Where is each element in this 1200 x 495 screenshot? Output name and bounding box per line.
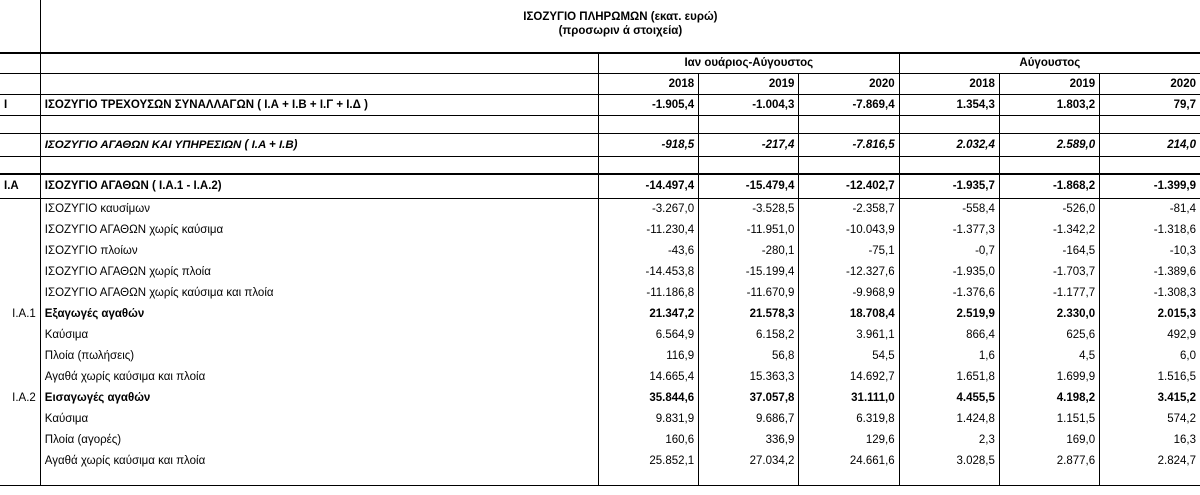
table-cell: -12.327,6 — [799, 261, 899, 282]
row-label: ΙΣΟΖΥΓΙΟ ΑΓΑΘΩΝ χωρίς καύσιμα — [40, 219, 598, 240]
table-cell: 4.455,5 — [899, 387, 999, 408]
table-cell: 2.877,6 — [999, 450, 1099, 471]
table-cell: 2.519,9 — [899, 303, 999, 324]
table-cell: 4.198,2 — [999, 387, 1099, 408]
table-cell: -918,5 — [598, 133, 698, 156]
row-code — [0, 345, 40, 366]
table-cell: 24.661,6 — [799, 450, 899, 471]
table-row — [0, 219, 1200, 240]
table-cell: -1.377,3 — [899, 219, 999, 240]
table-cell: -1.935,0 — [899, 261, 999, 282]
table-cell: -12.402,7 — [799, 174, 899, 198]
table-cell: 2.032,4 — [899, 133, 999, 156]
table-cell: 625,6 — [999, 324, 1099, 345]
row-label: Εισαγωγές αγαθών — [40, 387, 598, 408]
year-header-row — [0, 73, 1200, 94]
row-code — [0, 324, 40, 345]
table-cell: 14.665,4 — [598, 366, 698, 387]
table-row — [0, 174, 1200, 198]
table-cell: -3.528,5 — [699, 198, 799, 219]
table-cell: -558,4 — [899, 198, 999, 219]
table-cell: 18.708,4 — [799, 303, 899, 324]
table-cell: 336,9 — [699, 429, 799, 450]
table-cell: -15.479,4 — [699, 174, 799, 198]
table-cell: -1.868,2 — [999, 174, 1099, 198]
table-cell: -1.389,6 — [1153, 265, 1196, 278]
table-cell: -10,3 — [1169, 244, 1196, 257]
row-label: ΙΣΟΖΥΓΙΟ πλοίων — [40, 240, 598, 261]
table-cell: -14.497,4 — [598, 174, 698, 198]
row-label: Εξαγωγές αγαθών — [40, 303, 598, 324]
table-cell: 1.651,8 — [899, 366, 999, 387]
table-row — [0, 450, 1200, 471]
table-cell: 27.034,2 — [699, 450, 799, 471]
table-cell: 866,4 — [899, 324, 999, 345]
row-label: Καύσιμα — [40, 324, 598, 345]
table-cell: -14.453,8 — [598, 261, 698, 282]
period-group-jan-aug: Ιαν ουάριος-Αύγουστος — [598, 53, 899, 73]
table-cell: 21.347,2 — [598, 303, 698, 324]
row-label: ΙΣΟΖΥΓΙΟ ΑΓΑΘΩΝ χωρίς πλοία — [40, 261, 598, 282]
table-row — [0, 345, 1200, 366]
period-group-aug: Αύγουστος — [899, 53, 1200, 73]
table-cell: -1.308,3 — [1153, 286, 1196, 299]
table-cell: 1,6 — [899, 345, 999, 366]
row-label: Αγαθά χωρίς καύσιμα και πλοία — [40, 366, 598, 387]
row-label: ΙΣΟΖΥΓΙΟ ΤΡΕΧΟΥΣΩΝ ΣΥΝΑΛΛΑΓΩΝ ( Ι.Α + Ι.Β + Ι.Γ + Ι.Δ ) — [40, 94, 598, 115]
row-code — [0, 408, 40, 429]
title-row — [0, 0, 1200, 48]
table-row — [0, 240, 1200, 261]
year-header: 2020 — [799, 73, 899, 94]
row-label: ΙΣΟΖΥΓΙΟ ΑΓΑΘΩΝ ΚΑΙ ΥΠΗΡΕΣΙΩΝ ( Ι.Α + Ι.Β) — [40, 133, 598, 156]
table-cell: -1.905,4 — [598, 94, 698, 115]
table-cell: 214,0 — [1100, 133, 1200, 156]
table-cell: -1.376,6 — [899, 282, 999, 303]
table-cell: -7.869,4 — [799, 94, 899, 115]
table-cell: -164,5 — [999, 240, 1099, 261]
table-cell: 129,6 — [799, 429, 899, 450]
row-code — [0, 366, 40, 387]
table-cell: 21.578,3 — [699, 303, 799, 324]
table-cell: -1.935,7 — [899, 174, 999, 198]
table-cell: -81,4 — [1169, 202, 1196, 215]
table-cell: 2,3 — [899, 429, 999, 450]
table-cell: -11.670,9 — [699, 282, 799, 303]
table-cell: -11.186,8 — [598, 282, 698, 303]
table-cell: -11.230,4 — [598, 219, 698, 240]
row-code — [0, 133, 40, 156]
table-row — [0, 366, 1200, 387]
table-row — [0, 261, 1200, 282]
table-cell: -1.318,6 — [1153, 223, 1196, 236]
table-cell: 116,9 — [598, 345, 698, 366]
table-cell: 31.111,0 — [799, 387, 899, 408]
year-header: 2020 — [1100, 73, 1200, 94]
table-row — [0, 282, 1200, 303]
table-cell: 574,2 — [1167, 412, 1196, 425]
table-row — [0, 198, 1200, 219]
table-row — [0, 429, 1200, 450]
row-code: Ι.Α.1 — [0, 303, 40, 324]
table-cell: -1.342,2 — [999, 219, 1099, 240]
table-title: ΙΣΟΖΥΓΙΟ ΠΛΗΡΩΜΩΝ — [523, 11, 648, 23]
row-code — [0, 450, 40, 471]
row-code — [0, 282, 40, 303]
table-row — [0, 133, 1200, 156]
table-cell: -43,6 — [598, 240, 698, 261]
table-cell: 4,5 — [999, 345, 1099, 366]
table-cell: 2.330,0 — [999, 303, 1099, 324]
row-label: ΙΣΟΖΥΓΙΟ καυσίμων — [40, 198, 598, 219]
table-cell: 3.028,5 — [899, 450, 999, 471]
table-cell: 6.158,2 — [699, 324, 799, 345]
row-code: Ι.Α — [0, 174, 40, 198]
table-subtitle: (προσωριν ά στοιχεία) — [558, 25, 683, 37]
table-cell: 1.516,5 — [1157, 370, 1196, 383]
table-cell: 54,5 — [799, 345, 899, 366]
table-row — [0, 324, 1200, 345]
table-cell: -3.267,0 — [598, 198, 698, 219]
table-cell: 2.015,3 — [1157, 307, 1196, 320]
year-header: 2019 — [699, 73, 799, 94]
table-title-cell — [40, 0, 1200, 48]
table-cell: -1.703,7 — [999, 261, 1099, 282]
table-cell: 1.803,2 — [999, 94, 1099, 115]
table-title-unit: (εκατ. ευρώ) — [650, 11, 718, 23]
table-cell: -217,4 — [699, 133, 799, 156]
table-cell: 6,0 — [1180, 349, 1196, 362]
year-header: 2018 — [899, 73, 999, 94]
table-cell: 9.686,7 — [699, 408, 799, 429]
table-cell: 1.354,3 — [899, 94, 999, 115]
row-label: ΙΣΟΖΥΓΙΟ ΑΓΑΘΩΝ χωρίς καύσιμα και πλοία — [40, 282, 598, 303]
year-header: 2019 — [999, 73, 1099, 94]
table-cell: 1.424,8 — [899, 408, 999, 429]
row-code — [0, 240, 40, 261]
row-label: ΙΣΟΖΥΓΙΟ ΑΓΑΘΩΝ ( Ι.Α.1 - Ι.Α.2) — [40, 174, 598, 198]
table-cell: -1.004,3 — [699, 94, 799, 115]
row-code — [0, 198, 40, 219]
table-cell: -526,0 — [999, 198, 1099, 219]
table-cell: -10.043,9 — [799, 219, 899, 240]
table-cell: 169,0 — [999, 429, 1099, 450]
year-header: 2018 — [598, 73, 698, 94]
table-cell: 35.844,6 — [598, 387, 698, 408]
table-cell: 2.824,7 — [1157, 454, 1196, 467]
row-label: Πλοία (πωλήσεις) — [40, 345, 598, 366]
table-cell: 6.564,9 — [598, 324, 698, 345]
table-cell: 56,8 — [699, 345, 799, 366]
row-code: Ι.Α.2 — [0, 387, 40, 408]
row-label: Αγαθά χωρίς καύσιμα και πλοία — [40, 450, 598, 471]
table-cell: 1.699,9 — [999, 366, 1099, 387]
row-code — [0, 429, 40, 450]
table-cell: -2.358,7 — [799, 198, 899, 219]
row-code — [0, 261, 40, 282]
table-cell: 15.363,3 — [699, 366, 799, 387]
table-row — [0, 387, 1200, 408]
table-cell: -9.968,9 — [799, 282, 899, 303]
table-cell: 6.319,8 — [799, 408, 899, 429]
period-header-row — [0, 53, 1200, 73]
row-code: I — [0, 94, 40, 115]
table-cell: -75,1 — [799, 240, 899, 261]
table-cell: 37.057,8 — [699, 387, 799, 408]
table-cell: 25.852,1 — [598, 450, 698, 471]
table-row — [0, 303, 1200, 324]
table-cell: -15.199,4 — [699, 261, 799, 282]
table-cell: 160,6 — [598, 429, 698, 450]
row-code — [0, 219, 40, 240]
table-row — [0, 408, 1200, 429]
table-cell: 16,3 — [1173, 433, 1196, 446]
table-cell: -1.177,7 — [999, 282, 1099, 303]
table-cell: -7.816,5 — [799, 133, 899, 156]
table-cell: -1.399,9 — [1100, 174, 1200, 198]
table-cell: 79,7 — [1100, 94, 1200, 115]
row-label: Πλοία (αγορές) — [40, 429, 598, 450]
table-cell: 14.692,7 — [799, 366, 899, 387]
table-cell: 9.831,9 — [598, 408, 698, 429]
table-cell: 2.589,0 — [999, 133, 1099, 156]
table-cell: -11.951,0 — [699, 219, 799, 240]
table-cell: -0,7 — [899, 240, 999, 261]
table-cell: 492,9 — [1167, 328, 1196, 341]
table-cell: 3.961,1 — [799, 324, 899, 345]
row-label: Καύσιμα — [40, 408, 598, 429]
table-row — [0, 94, 1200, 115]
table-cell: -280,1 — [699, 240, 799, 261]
table-cell: 3.415,2 — [1157, 391, 1196, 404]
table-cell: 1.151,5 — [999, 408, 1099, 429]
